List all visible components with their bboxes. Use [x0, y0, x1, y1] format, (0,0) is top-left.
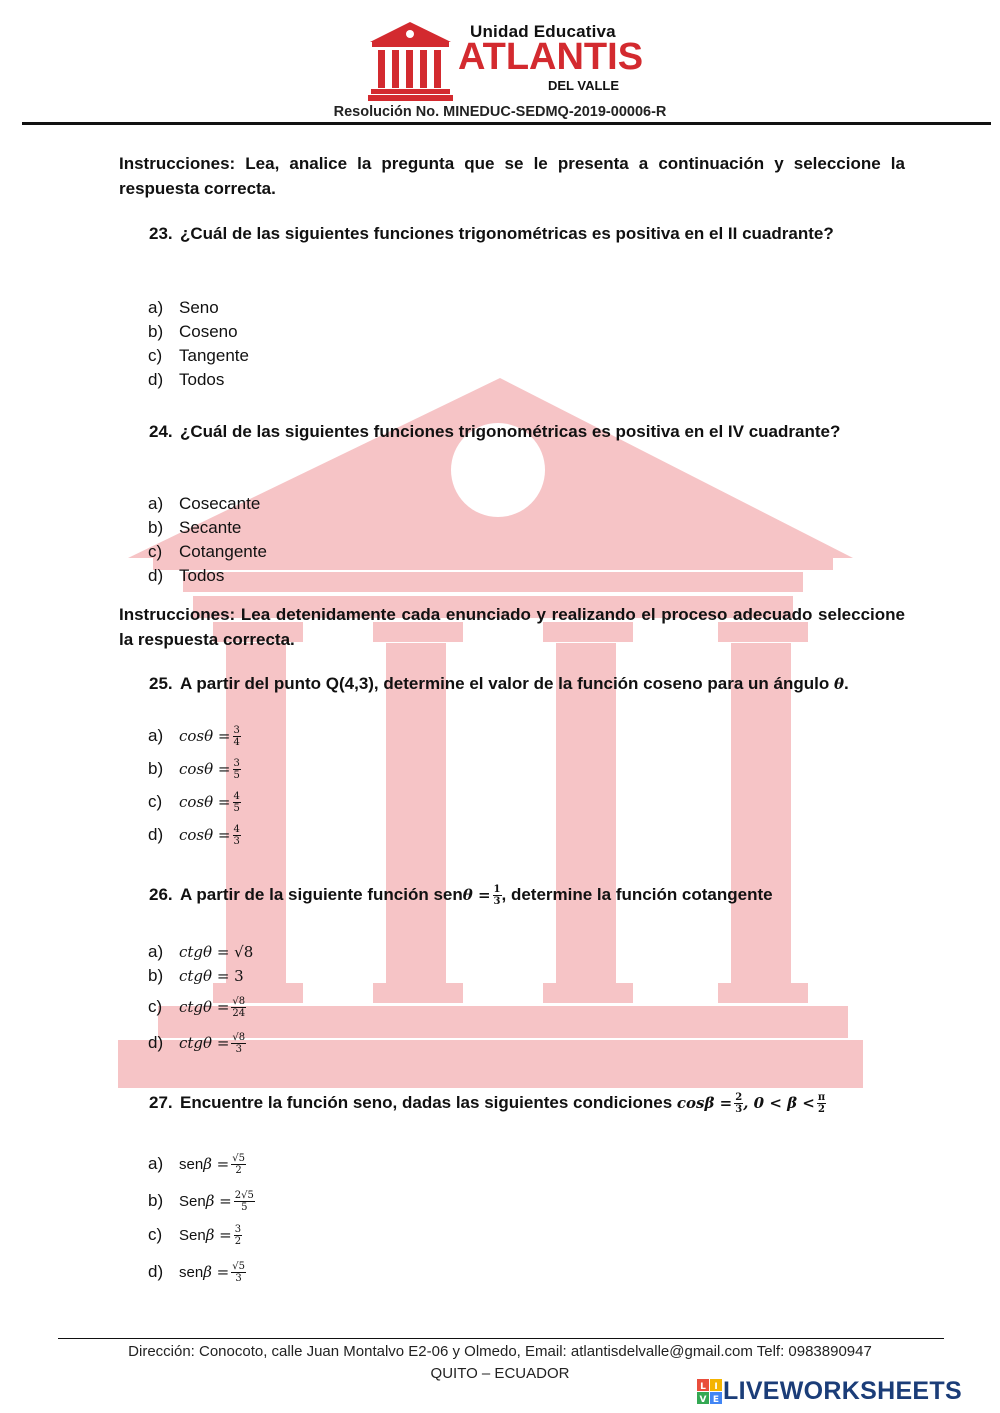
option-text: Seno	[179, 298, 219, 317]
q24-option-c[interactable]	[148, 540, 267, 564]
fraction-numerator: 3	[233, 758, 240, 770]
option-letter: a)	[148, 942, 164, 961]
option-letter: c)	[148, 792, 163, 811]
question-text: A partir de la siguiente función sen	[180, 885, 463, 904]
fraction-numerator: √8	[232, 996, 246, 1008]
q27-option-b[interactable]	[148, 1189, 255, 1214]
question-text-end: , determine la función cotangente	[501, 885, 773, 904]
question-text: ¿Cuál de las siguientes funciones trigonométricas es positiva en el II cuadrante?	[180, 224, 834, 243]
option-value: √8	[234, 943, 254, 961]
fraction-numerator: 3	[234, 1224, 242, 1236]
school-line3: DEL VALLE	[548, 78, 620, 93]
option-letter: c)	[148, 997, 163, 1016]
fraction-numerator: 4	[233, 824, 240, 836]
fraction-denominator: 3	[235, 1044, 242, 1056]
question-number: 27.	[149, 1093, 173, 1112]
fraction-numerator: 1	[493, 884, 501, 896]
option-letter: b)	[148, 322, 164, 341]
footer-address: Dirección: Conocoto, calle Juan Montalvo E2-06 y Olmedo, Email: atlantisdelvalle@gmail.com Telf: 0983890947	[128, 1343, 872, 1360]
option-letter: b)	[148, 518, 164, 537]
fraction-denominator: 3	[235, 1273, 242, 1285]
theta-symbol: θ	[833, 675, 844, 693]
option-letter: a)	[148, 726, 164, 745]
fraction-denominator: 2	[234, 1236, 242, 1248]
q25-option-c[interactable]	[148, 790, 241, 814]
fraction-denominator: 3	[493, 896, 501, 908]
header-divider	[22, 122, 991, 125]
fraction-denominator: 24	[232, 1008, 246, 1020]
school-name: ATLANTIS	[458, 36, 644, 78]
fraction-numerator: √5	[232, 1153, 245, 1165]
fraction-denominator: 3	[233, 836, 240, 848]
q27-option-a[interactable]	[148, 1152, 246, 1177]
svg-text:V: V	[699, 1394, 707, 1405]
option-text: Tangente	[179, 346, 249, 365]
question-text-end: .	[843, 674, 849, 693]
option-letter: b)	[148, 966, 164, 985]
school-line1: Unidad Educativa	[470, 22, 616, 41]
option-letter: d)	[148, 1262, 164, 1281]
question-number: 23.	[149, 224, 173, 243]
q26-option-c[interactable]	[148, 995, 246, 1019]
option-letter: d)	[148, 1033, 164, 1052]
option-lhs: cosθ =	[179, 760, 231, 778]
question-number: 24.	[149, 422, 173, 441]
q24-option-a[interactable]	[148, 492, 260, 516]
option-fn: sen	[179, 1156, 204, 1173]
resolution-number: Resolución No. MINEDUC-SEDMQ-2019-00006-R	[333, 104, 667, 120]
fraction-denominator: 2	[235, 1165, 242, 1177]
fraction-numerator: π	[817, 1092, 826, 1104]
option-text: Cotangente	[179, 542, 267, 561]
question-number: 25.	[149, 674, 173, 693]
option-letter: c)	[148, 542, 163, 561]
fraction-numerator: 3	[233, 725, 240, 737]
option-lhs: cosθ =	[179, 826, 231, 844]
option-value: 3	[234, 967, 244, 985]
liveworksheets-icon	[697, 1379, 723, 1405]
q23-option-b[interactable]	[148, 320, 238, 344]
instructions-1: Instrucciones: Lea, analice la pregunta que se le presenta a continuación y seleccione la respuesta correcta.	[119, 154, 905, 198]
option-lhs: ctgθ =	[179, 998, 230, 1016]
q23-option-c[interactable]	[148, 344, 249, 368]
liveworksheets-brand: LIVEWORKSHEETS	[723, 1377, 962, 1405]
q27-option-d[interactable]	[148, 1260, 246, 1285]
question-27	[149, 1090, 909, 1116]
temple-logo-icon	[368, 20, 453, 102]
option-lhs: ctgθ =	[179, 943, 230, 961]
option-letter: c)	[148, 346, 163, 365]
option-letter: c)	[148, 1225, 163, 1244]
svg-text:E: E	[712, 1394, 720, 1405]
svg-text:L: L	[700, 1381, 706, 1392]
q25-option-b[interactable]	[148, 757, 241, 781]
question-text: A partir del punto Q(4,3), determine el valor de la función coseno para un ángulo	[180, 674, 834, 693]
question-24	[149, 419, 904, 444]
q26-option-a[interactable]	[148, 940, 253, 964]
option-text: Todos	[179, 370, 225, 389]
option-letter: d)	[148, 566, 164, 585]
fraction-denominator: 5	[233, 770, 240, 782]
q25-option-a[interactable]	[148, 724, 241, 748]
liveworksheets-logo[interactable]	[697, 1377, 962, 1406]
fraction-numerator: 4	[233, 791, 240, 803]
option-letter: b)	[148, 1191, 164, 1210]
option-fn: Sen	[179, 1227, 206, 1244]
option-lhs: β =	[203, 1263, 230, 1281]
instructions-2: Instrucciones: Lea detenidamente cada enunciado y realizando el proceso adecuado seleccione la respuesta correcta.	[119, 605, 905, 649]
condition-lhs: cosβ =	[676, 1094, 733, 1112]
q23-option-d[interactable]	[148, 368, 224, 392]
option-letter: a)	[148, 1154, 164, 1173]
option-letter: d)	[148, 825, 164, 844]
option-letter: b)	[148, 759, 164, 778]
option-text: Cosecante	[179, 494, 261, 513]
svg-text:I: I	[714, 1381, 718, 1392]
q24-option-b[interactable]	[148, 516, 241, 540]
footer-divider	[58, 1338, 944, 1339]
question-25	[149, 671, 904, 697]
fraction-denominator: 5	[233, 803, 240, 815]
fraction-numerator: √8	[232, 1032, 246, 1044]
q26-option-d[interactable]	[148, 1031, 246, 1055]
option-letter: a)	[148, 298, 164, 317]
option-lhs: ctgθ =	[179, 967, 230, 985]
q23-option-a[interactable]	[148, 296, 219, 320]
condition-range: , 0 < β <	[743, 1094, 815, 1112]
option-letter: a)	[148, 494, 164, 513]
q27-option-c[interactable]	[148, 1223, 242, 1248]
option-lhs: ctgθ =	[179, 1034, 230, 1052]
option-letter: d)	[148, 370, 164, 389]
fraction-numerator: 2√5	[234, 1190, 254, 1202]
question-math: θ =	[462, 886, 491, 904]
option-fn: sen	[179, 1264, 204, 1281]
option-fn: Sen	[179, 1193, 206, 1210]
option-lhs: cosθ =	[179, 793, 231, 811]
fraction-denominator: 3	[735, 1104, 743, 1116]
fraction-numerator: 2	[735, 1092, 743, 1104]
fraction-numerator: √5	[232, 1261, 245, 1273]
option-lhs: β =	[205, 1226, 232, 1244]
q26-option-b[interactable]	[148, 964, 244, 988]
option-lhs: β =	[205, 1192, 232, 1210]
option-lhs: β =	[203, 1155, 230, 1173]
q25-option-d[interactable]	[148, 823, 241, 847]
fraction-denominator: 4	[233, 737, 240, 749]
option-lhs: cosθ =	[179, 727, 231, 745]
question-text: ¿Cuál de las siguientes funciones trigonométricas es positiva en el IV cuadrante?	[180, 422, 841, 441]
question-text: Encuentre la función seno, dadas las siguientes condiciones	[180, 1093, 677, 1112]
fraction-denominator: 5	[241, 1202, 248, 1214]
option-text: Coseno	[179, 322, 238, 341]
question-26	[149, 882, 909, 908]
fraction-denominator: 2	[818, 1104, 826, 1116]
q24-option-d[interactable]	[148, 564, 224, 588]
question-23	[149, 221, 904, 246]
option-text: Secante	[179, 518, 242, 537]
question-number: 26.	[149, 885, 173, 904]
option-text: Todos	[179, 566, 225, 585]
footer-city: QUITO – ECUADOR	[430, 1365, 570, 1382]
